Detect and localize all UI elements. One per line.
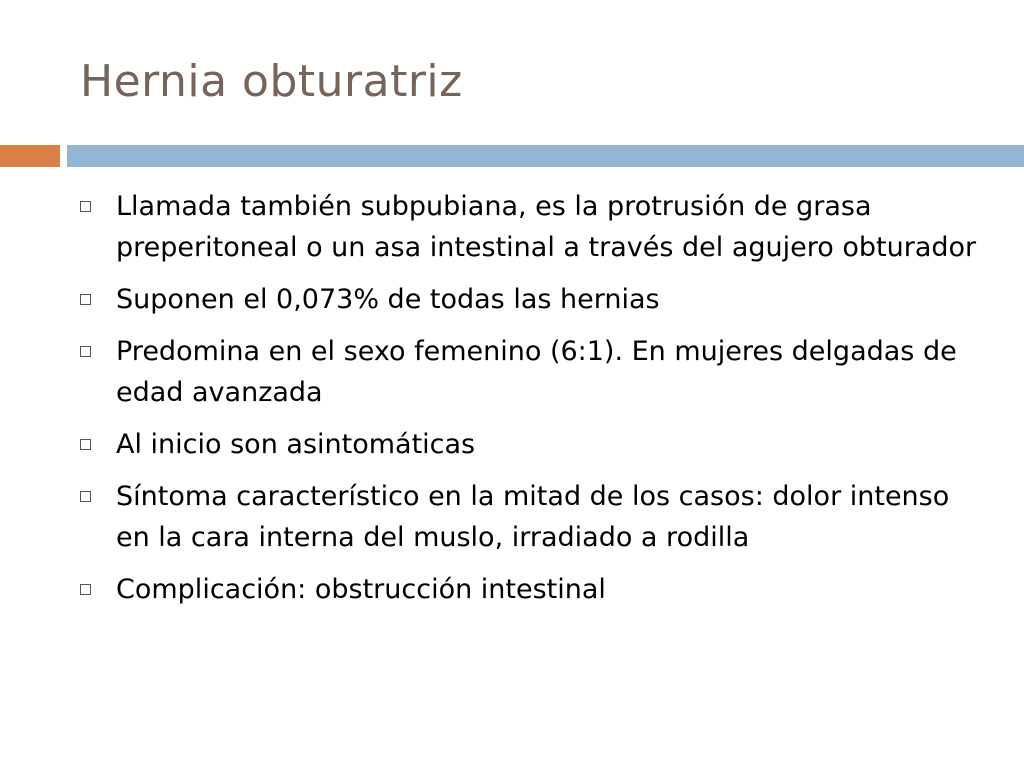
accent-bar bbox=[0, 145, 60, 167]
bullet-text: Síntoma característico en la mitad de los casos: dolor intenso en la cara interna del muslo, irradiado a rodilla bbox=[116, 481, 950, 553]
slide-title: Hernia obturatriz bbox=[80, 56, 463, 107]
bullet-item bbox=[80, 331, 980, 413]
hollow-square-icon bbox=[80, 584, 91, 595]
hollow-square-icon bbox=[80, 294, 91, 305]
bullet-item bbox=[80, 569, 980, 610]
bullet-text: Predomina en el sexo femenino (6:1). En mujeres delgadas de edad avanzada bbox=[116, 336, 957, 408]
title-divider-bar bbox=[67, 145, 1024, 167]
bullet-item bbox=[80, 424, 980, 465]
bullet-list bbox=[80, 186, 980, 621]
hollow-square-icon bbox=[80, 439, 91, 450]
hollow-square-icon bbox=[80, 491, 91, 502]
bullet-item bbox=[80, 476, 980, 558]
bullet-text: Complicación: obstrucción intestinal bbox=[116, 574, 606, 605]
bullet-item bbox=[80, 279, 980, 320]
bullet-text: Al inicio son asintomáticas bbox=[116, 429, 476, 460]
bullet-item bbox=[80, 186, 980, 268]
bullet-text: Suponen el 0,073% de todas las hernias bbox=[116, 284, 660, 315]
hollow-square-icon bbox=[80, 346, 91, 357]
bullet-text: Llamada también subpubiana, es la protrusión de grasa preperitoneal o un asa intestinal a través del agujero obturador bbox=[116, 191, 977, 263]
hollow-square-icon bbox=[80, 201, 91, 212]
